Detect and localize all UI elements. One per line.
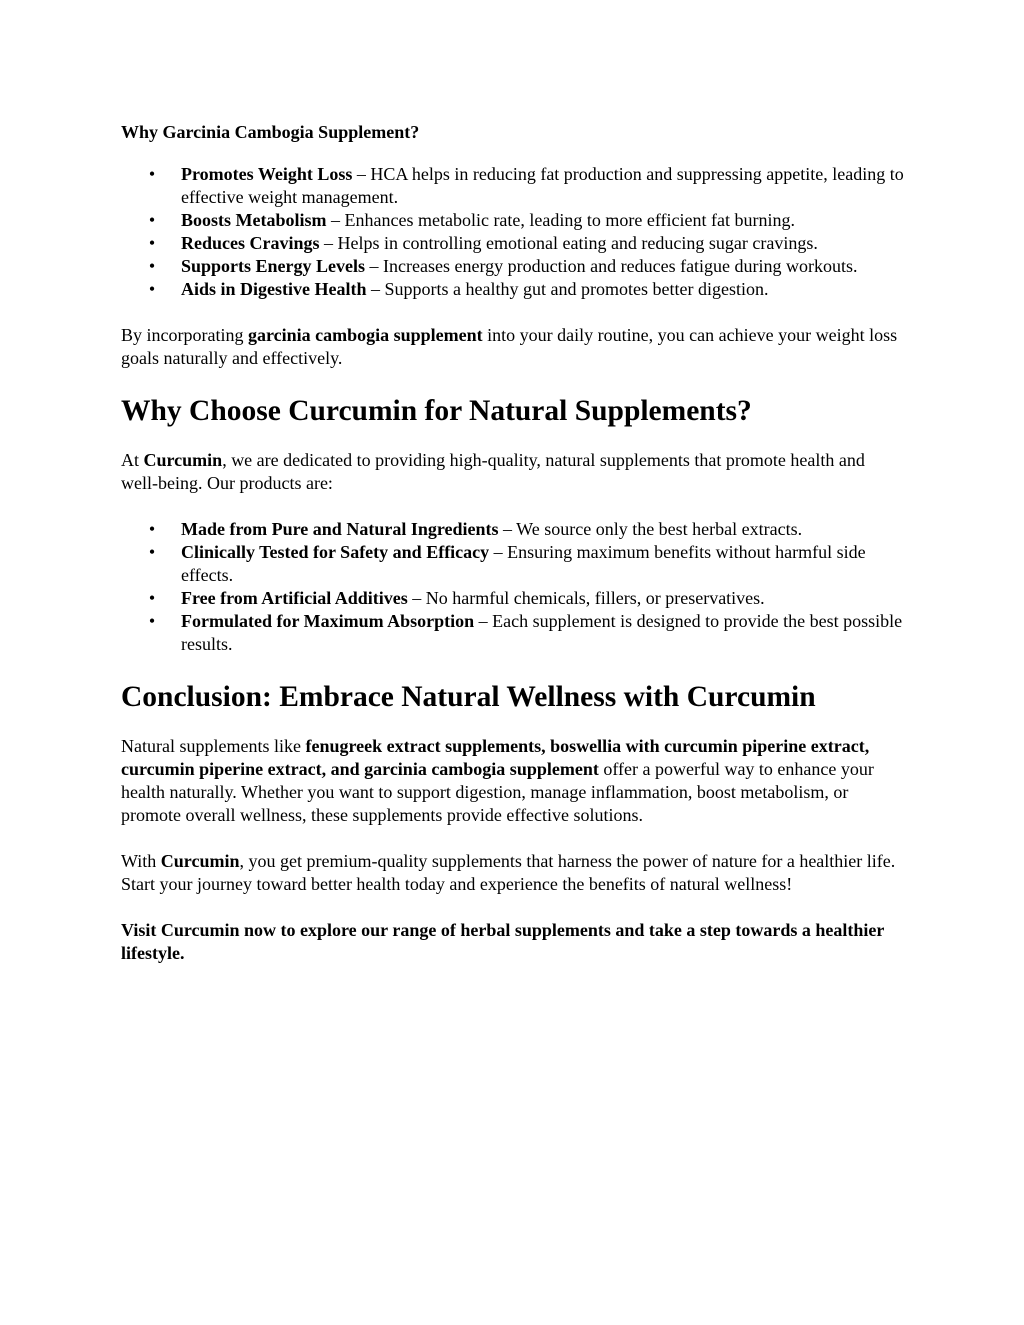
list-item-text: – Each supplement is designed to provide the best possible results. <box>181 611 903 654</box>
list-item-text: – HCA helps in reducing fat production and suppressing appetite, leading to effective weight management. <box>181 164 904 207</box>
section-heading-garcinia: Why Garcinia Cambogia Supplement? <box>121 122 420 142</box>
list-item <box>121 587 904 610</box>
brand-name: Curcumin <box>143 450 223 470</box>
paragraph-text: Natural supplements like <box>121 736 306 756</box>
call-to-action-text: Visit Curcumin now to explore our range of herbal supplements and take a step towards a healthier lifestyle. <box>121 920 885 963</box>
paragraph-text: By incorporating <box>121 325 248 345</box>
call-to-action <box>121 919 904 965</box>
list-item-title: Clinically Tested for Safety and Efficacy <box>181 542 490 562</box>
list-item-title: Free from Artificial Additives <box>181 588 408 608</box>
paragraph-text: , we are dedicated to providing high-quality, natural supplements that promote health and well-being. Our products are: <box>121 450 865 493</box>
list-item-title: Reduces Cravings <box>181 233 320 253</box>
list-item <box>121 232 904 255</box>
conclusion-paragraph <box>121 735 904 827</box>
list-item-title: Formulated for Maximum Absorption <box>181 611 475 631</box>
brand-name: Curcumin <box>160 851 240 871</box>
bullet-icon: • <box>148 542 156 562</box>
paragraph-text: With <box>121 851 161 871</box>
garcinia-summary-paragraph <box>121 324 904 370</box>
list-item-title: Made from Pure and Natural Ingredients <box>181 519 499 539</box>
list-item-title: Aids in Digestive Health <box>181 279 367 299</box>
curcumin-closing-paragraph <box>121 850 904 896</box>
list-item <box>121 209 904 232</box>
list-item-title: Supports Energy Levels <box>181 256 366 276</box>
list-item-title: Boosts Metabolism <box>181 210 327 230</box>
bullet-icon: • <box>148 233 156 253</box>
bullet-icon: • <box>148 611 156 631</box>
paragraph-text: At <box>121 450 144 470</box>
paragraph-text: offer a powerful way to enhance your health naturally. Whether you want to support digestion, manage inflammation, boost metabolism, or promote overall wellness, these supplements provide effective solutions. <box>121 759 874 825</box>
section-heading-why-curcumin: Why Choose Curcumin for Natural Supplements? <box>121 395 752 427</box>
list-item-text: – Ensuring maximum benefits without harmful side effects. <box>181 542 866 585</box>
list-item <box>121 610 904 656</box>
curcumin-intro-paragraph <box>121 449 904 495</box>
list-item-text: – Helps in controlling emotional eating and reducing sugar cravings. <box>319 233 818 253</box>
list-item-text: – Increases energy production and reduces fatigue during workouts. <box>365 256 858 276</box>
garcinia-benefits-list <box>121 163 904 301</box>
paragraph-text: , you get premium-quality supplements that harness the power of nature for a healthier life. Start your journey toward better health today and experience the benefits of natural wellness! <box>121 851 896 894</box>
bullet-icon: • <box>148 279 156 299</box>
bullet-icon: • <box>148 588 156 608</box>
paragraph-emphasis: garcinia cambogia supplement <box>247 325 483 345</box>
curcumin-features-list <box>121 518 904 656</box>
list-item-text: – No harmful chemicals, fillers, or preservatives. <box>407 588 765 608</box>
bullet-icon: • <box>148 210 156 230</box>
list-item-text: – Supports a healthy gut and promotes better digestion. <box>366 279 769 299</box>
list-item <box>121 541 904 587</box>
list-item-text: – Enhances metabolic rate, leading to more efficient fat burning. <box>326 210 795 230</box>
list-item-title: Promotes Weight Loss <box>181 164 353 184</box>
list-item-text: – We source only the best herbal extracts. <box>498 519 803 539</box>
paragraph-emphasis: fenugreek extract supplements, boswellia with curcumin piperine extract, curcumin piperine extract, and garcinia cambogia supplement <box>121 736 870 779</box>
list-item <box>121 278 904 301</box>
bullet-icon: • <box>148 164 156 184</box>
section-heading-conclusion: Conclusion: Embrace Natural Wellness with Curcumin <box>121 681 816 713</box>
list-item <box>121 163 904 209</box>
list-item <box>121 518 904 541</box>
bullet-icon: • <box>148 256 156 276</box>
paragraph-text: into your daily routine, you can achieve your weight loss goals naturally and effectively. <box>121 325 898 368</box>
bullet-icon: • <box>148 519 156 539</box>
list-item <box>121 255 904 278</box>
